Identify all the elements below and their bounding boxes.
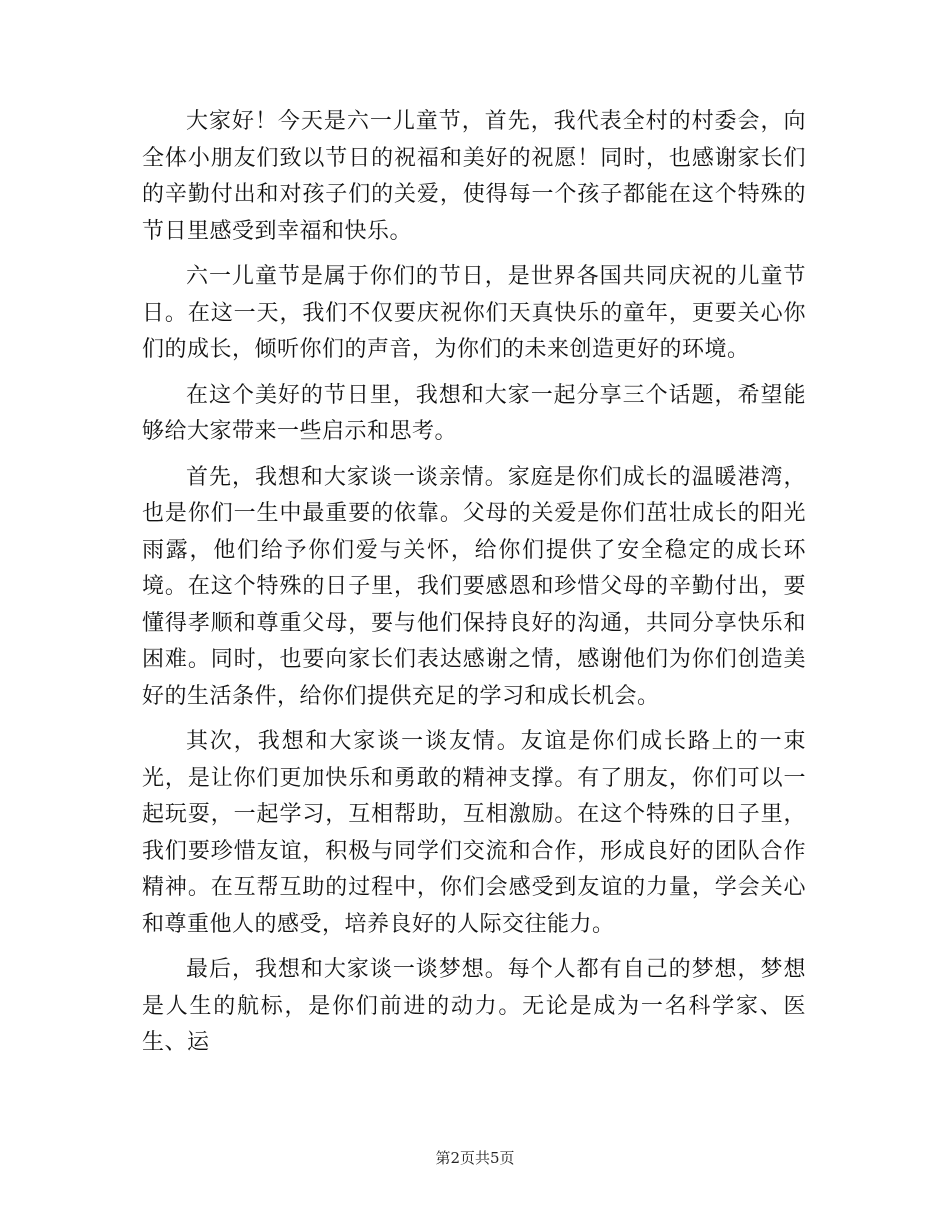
page-number-footer: 第2页共5页 bbox=[435, 1149, 515, 1167]
paragraph-childrens-day: 六一儿童节是属于你们的节日，是世界各国共同庆祝的儿童节日。在这一天，我们不仅要庆祝你们天真快乐的童年，更要关心你们的成长，倾听你们的声音，为你们的未来创造更好的环境。 bbox=[142, 264, 806, 362]
paragraph-three-topics: 在这个美好的节日里，我想和大家一起分享三个话题，希望能够给大家带来一些启示和思考。 bbox=[142, 382, 806, 444]
paragraph-dreams: 最后，我想和大家谈一谈梦想。每个人都有自己的梦想，梦想是人生的航标，是你们前进的动力。无论是成为一名科学家、医生、运 bbox=[142, 957, 806, 1055]
paragraph-greeting: 大家好！今天是六一儿童节，首先，我代表全村的村委会，向全体小朋友们致以节日的祝福和美好的祝愿！同时，也感谢家长们的辛勤付出和对孩子们的关爱，使得每一个孩子都能在这个特殊的节日里感受到幸福和快乐。 bbox=[142, 109, 806, 244]
paragraph-friendship: 其次，我想和大家谈一谈友情。友谊是你们成长路上的一束光，是让你们更加快乐和勇敢的精神支撑。有了朋友，你们可以一起玩耍，一起学习，互相帮助，互相激励。在这个特殊的日子里，我们要珍惜友谊，积极与同学们交流和合作，形成良好的团队合作精神。在互帮互助的过程中，你们会感受到友谊的力量，学会关心和尊重他人的感受，培养良好的人际交往能力。 bbox=[142, 729, 806, 937]
document-body bbox=[142, 104, 806, 1071]
paragraph-family: 首先，我想和大家谈一谈亲情。家庭是你们成长的温暖港湾，也是你们一生中最重要的依靠。父母的关爱是你们茁壮成长的阳光雨露，他们给予你们爱与关怀，给你们提供了安全稳定的成长环境。在这个特殊的日子里，我们要感恩和珍惜父母的辛勤付出，要懂得孝顺和尊重父母，要与他们保持良好的沟通，共同分享快乐和困难。同时，也要向家长们表达感谢之情，感谢他们为你们创造美好的生活条件，给你们提供充足的学习和成长机会。 bbox=[142, 464, 806, 709]
